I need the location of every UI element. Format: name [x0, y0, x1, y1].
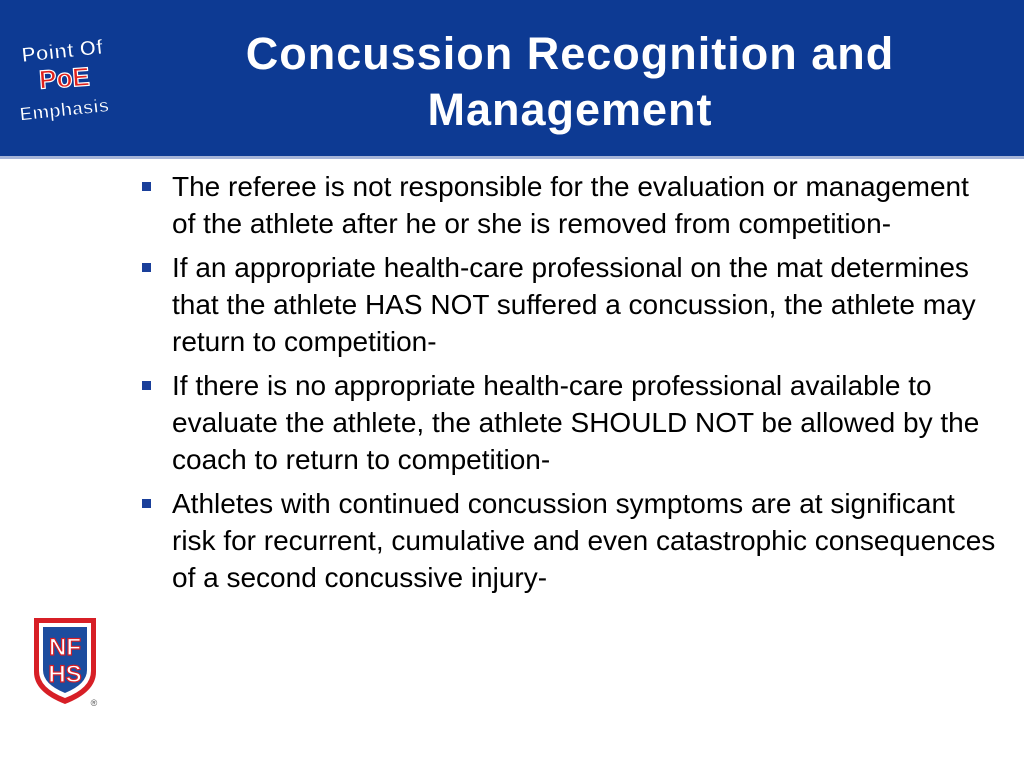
point-of-emphasis-logo — [10, 32, 120, 128]
poe-logo-line1: Point Of — [20, 35, 105, 68]
title-banner — [0, 0, 1024, 156]
slide-title-line2: Management — [427, 84, 713, 135]
poe-logo-line2: PoE — [38, 61, 91, 95]
bullet-text: The referee is not responsible for the evaluation or management of the athlete after he or she is removed from competition- — [172, 171, 969, 239]
bullet-text: If there is no appropriate health-care professional available to evaluate the athlete, the athlete SHOULD NOT be allowed by the coach to return to competition- — [172, 370, 980, 475]
slide-title-line1: Concussion Recognition and — [245, 28, 895, 79]
bullet-text: If an appropriate health-care professional on the mat determines that the athlete HAS NOT suffered a concussion, the athlete may return to competition- — [172, 252, 976, 357]
header-divider — [0, 156, 1024, 159]
bullet-item — [140, 367, 1000, 478]
square-bullet-icon — [142, 182, 151, 191]
square-bullet-icon — [142, 381, 151, 390]
nfhs-shield-logo — [30, 612, 100, 708]
bullet-item — [140, 485, 1000, 596]
poe-logo-line3: Emphasis — [18, 95, 111, 126]
bullet-item — [140, 168, 1000, 242]
registered-mark: ® — [90, 698, 98, 708]
square-bullet-icon — [142, 263, 151, 272]
nfhs-logo-text-top: NF — [49, 634, 81, 661]
square-bullet-icon — [142, 499, 151, 508]
bullet-list — [140, 168, 1000, 603]
bullet-text: Athletes with continued concussion symptoms are at significant risk for recurrent, cumulative and even catastrophic consequences of a second concussive injury- — [172, 488, 996, 593]
nfhs-logo-text-bottom: HS — [48, 661, 82, 688]
bullet-item — [140, 249, 1000, 360]
slide-title — [135, 26, 1005, 138]
